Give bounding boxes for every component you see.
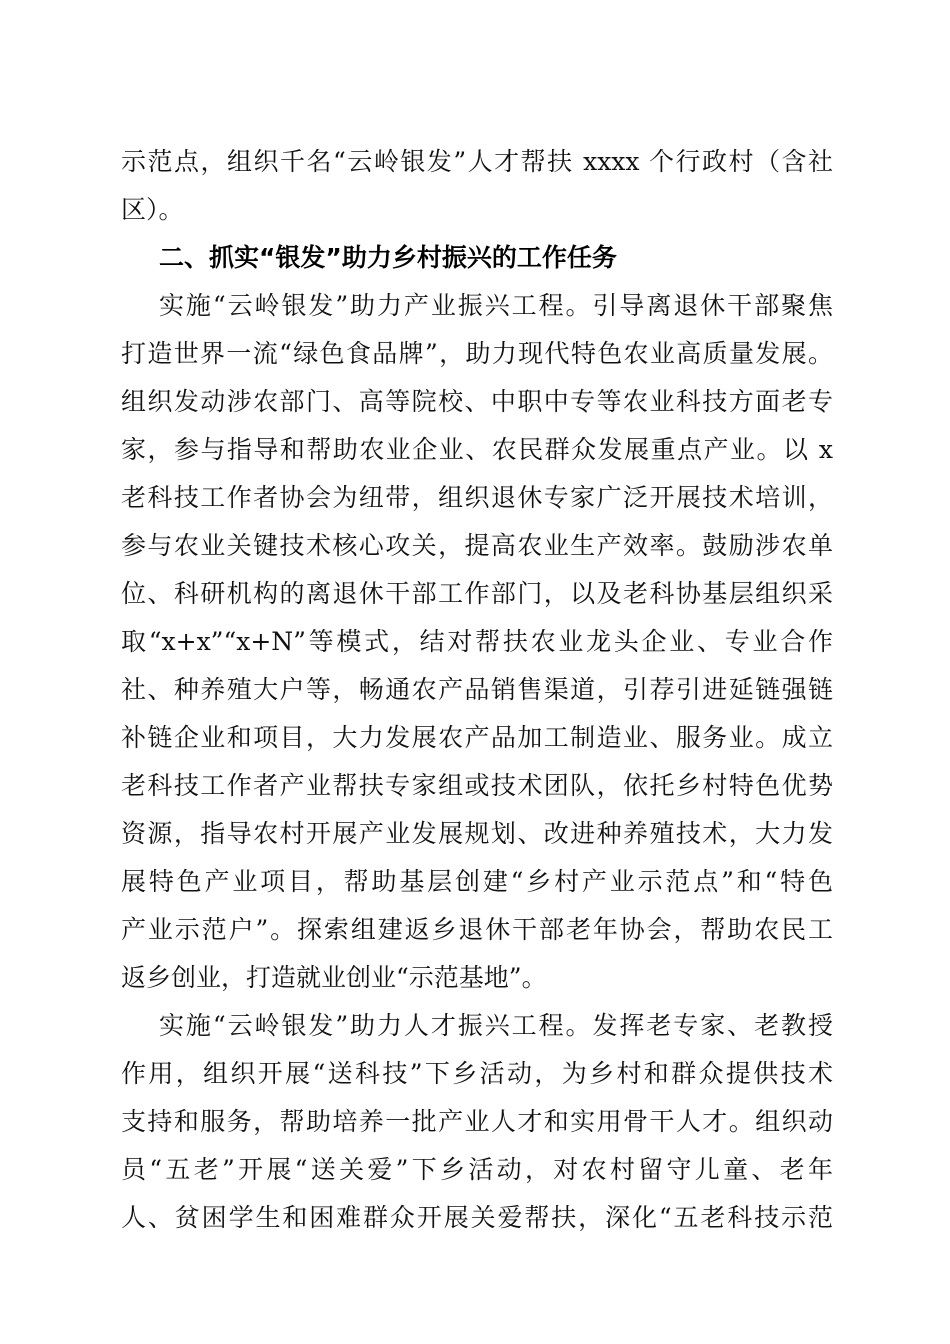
text-line: 实施“云岭银发”助力产业振兴工程。引导离退休干部聚焦: [159, 291, 833, 320]
text-line: 员“五老”开展“送关爱”下乡活动，对农村留守儿童、老年: [121, 1155, 833, 1184]
text-line: 老科技工作者协会为纽带，组织退休专家广泛开展技术培训，: [121, 483, 833, 512]
text-line: 补链企业和项目，大力发展农产品加工制造业、服务业。成立: [121, 723, 833, 752]
text-line: 产业示范户”。探索组建返乡退休干部老年协会，帮助农民工: [121, 915, 833, 944]
text-line: 展特色产业项目，帮助基层创建“乡村产业示范点”和“特色: [121, 867, 833, 896]
text-line: 人、贫困学生和困难群众开展关爱帮扶，深化“五老科技示范: [121, 1203, 833, 1232]
text-line: 作用，组织开展“送科技”下乡活动，为乡村和群众提供技术: [121, 1059, 833, 1088]
text-line: 支持和服务，帮助培养一批产业人才和实用骨干人才。组织动: [121, 1107, 833, 1136]
section-heading: 二、抓实“银发”助力乡村振兴的工作任务: [159, 243, 617, 272]
text-line: 社、种养殖大户等，畅通农产品销售渠道，引荐引进延链强链: [121, 675, 833, 704]
text-line: 返乡创业，打造就业创业“示范基地”。: [121, 963, 547, 992]
paragraph-industry: [121, 282, 833, 1002]
text-line: 组织发动涉农部门、高等院校、中职中专等农业科技方面老专: [121, 387, 833, 416]
paragraph-continued: [121, 138, 833, 234]
text-line: 示范点，组织千名“云岭银发”人才帮扶 xxxx 个行政村（含社: [121, 147, 833, 176]
text-line: 参与农业关键技术核心攻关，提高农业生产效率。鼓励涉农单: [121, 531, 833, 560]
paragraph-talent: [121, 1002, 833, 1242]
text-line: 老科技工作者产业帮扶专家组或技术团队，依托乡村特色优势: [121, 771, 833, 800]
text-line: 位、科研机构的离退休干部工作部门，以及老科协基层组织采: [121, 579, 833, 608]
text-line: 打造世界一流“绿色食品牌”，助力现代特色农业高质量发展。: [121, 339, 833, 368]
text-line: 区）。: [121, 195, 184, 224]
text-line: 家，参与指导和帮助农业企业、农民群众发展重点产业。以 x: [121, 435, 833, 464]
text-line: 取“x+x”“x+N”等模式，结对帮扶农业龙头企业、专业合作: [121, 627, 833, 656]
document-body: [121, 138, 833, 1242]
text-line: 资源，指导农村开展产业发展规划、改进种养殖技术，大力发: [121, 819, 833, 848]
text-line: 实施“云岭银发”助力人才振兴工程。发挥老专家、老教授: [159, 1011, 833, 1040]
